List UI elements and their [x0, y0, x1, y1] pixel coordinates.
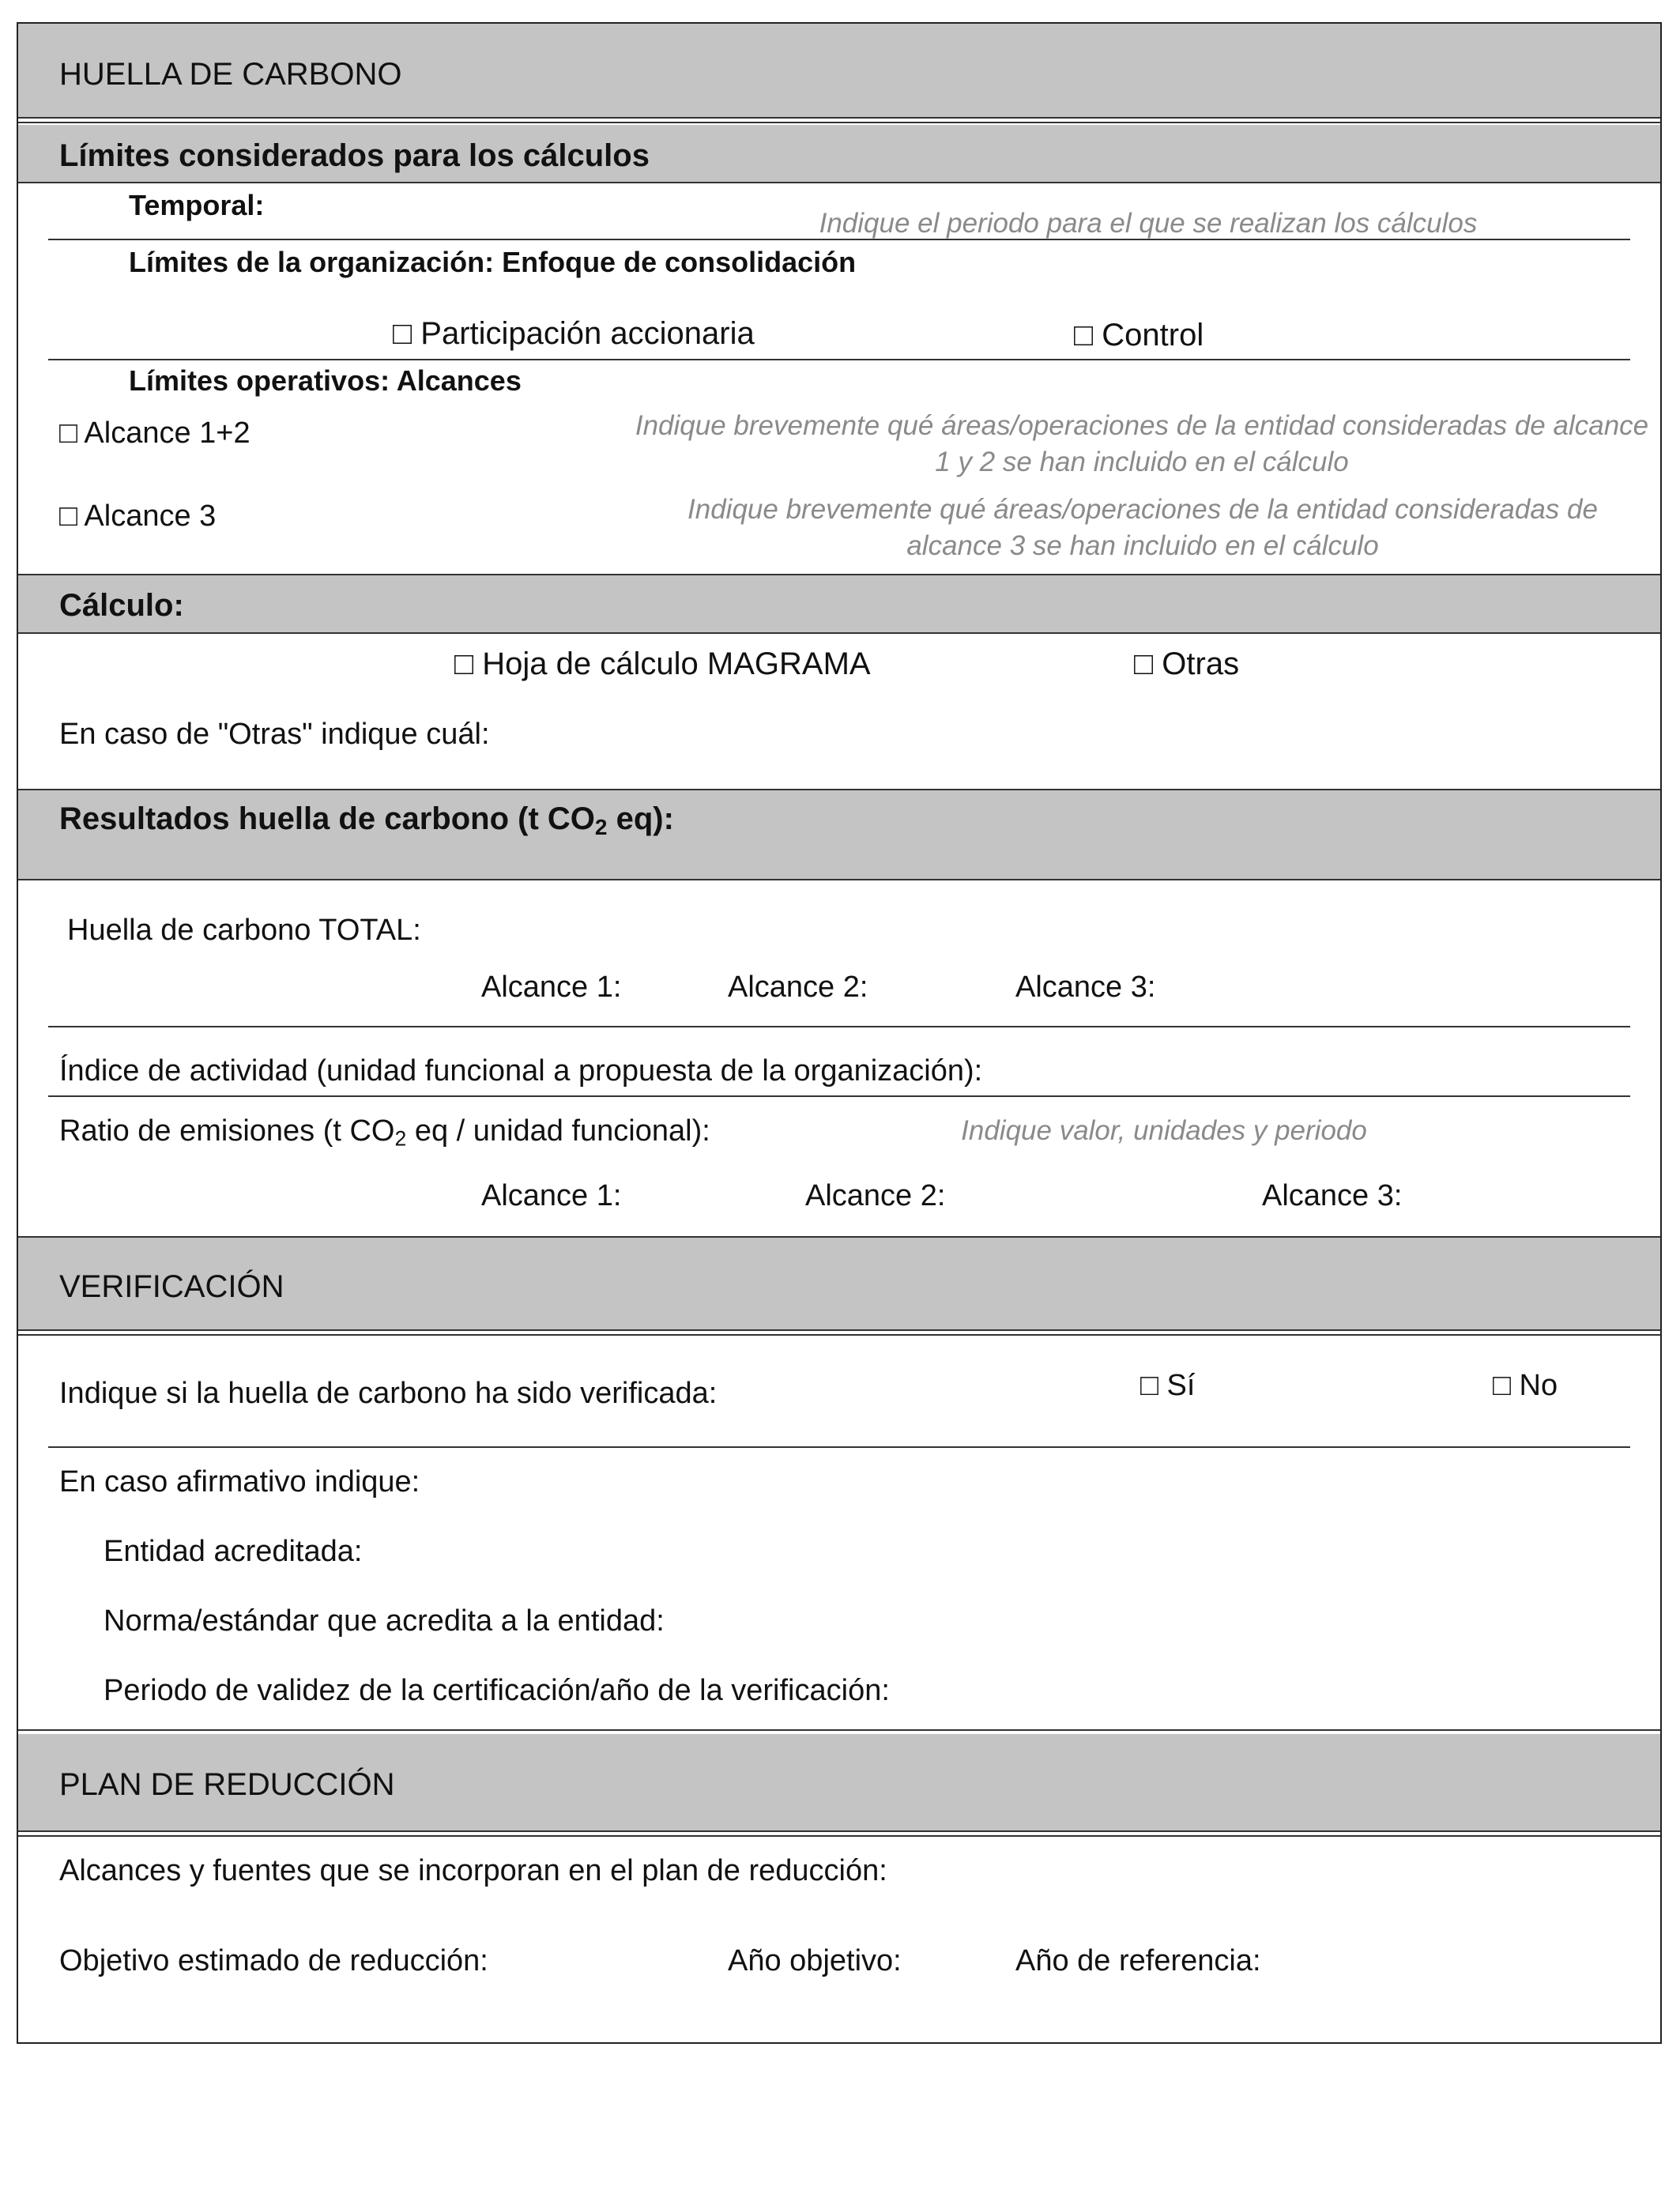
- total-label: Huella de carbono TOTAL:: [67, 914, 421, 947]
- otras-checkbox[interactable]: □ Otras: [1134, 647, 1240, 681]
- section-verificacion-header: [18, 1238, 1660, 1329]
- section-calculo-title: Cálculo:: [59, 588, 184, 623]
- ratio-alcance3-label: Alcance 3:: [1262, 1179, 1403, 1212]
- operativos-label: Límites operativos: Alcances: [129, 364, 522, 397]
- ratio-label: Ratio de emisiones (t $CO_2$ eq / unidad funcional):: [59, 1114, 710, 1151]
- norma-label: Norma/estándar que acredita a la entidad:: [104, 1604, 665, 1638]
- anio-objetivo-label: Año objetivo:: [728, 1944, 902, 1977]
- anio-referencia-label: Año de referencia:: [1015, 1944, 1261, 1977]
- si-checkbox[interactable]: □ Sí: [1140, 1369, 1196, 1402]
- total-alcance1-label: Alcance 1:: [481, 971, 622, 1004]
- verificada-question: Indique si la huella de carbono ha sido verificada:: [59, 1377, 718, 1410]
- ratio-hint[interactable]: Indique valor, unidades y periodo: [961, 1115, 1367, 1146]
- section-limites-header: [18, 125, 1660, 182]
- temporal-hint[interactable]: Indique el periodo para el que se realizan los cálculos: [819, 208, 1478, 239]
- indice-label: Índice de actividad (unidad funcional a propuesta de la organización):: [59, 1054, 983, 1088]
- temporal-label: Temporal:: [129, 189, 265, 221]
- total-alcance3-label: Alcance 3:: [1015, 971, 1156, 1004]
- entidad-label: Entidad acreditada:: [104, 1535, 363, 1568]
- afirmativo-label: En caso afirmativo indique:: [59, 1465, 420, 1498]
- divider: [18, 632, 1660, 634]
- divider: [18, 879, 1660, 880]
- organizacion-label: Límites de la organización: Enfoque de consolidación: [129, 246, 857, 278]
- divider: [48, 359, 1630, 360]
- ratio-alcance1-label: Alcance 1:: [481, 1179, 622, 1212]
- alcance12-hint[interactable]: Indique brevemente qué áreas/operaciones de la entidad consideradas de alcance 1 y 2 se han incluido en el cálculo: [635, 410, 1649, 477]
- carbon-footprint-form: [17, 22, 1662, 2044]
- total-alcance2-label: Alcance 2:: [728, 971, 868, 1004]
- alcances-fuentes-label: Alcances y fuentes que se incorporan en el plan de reducción:: [59, 1854, 887, 1887]
- alcance3-checkbox[interactable]: □ Alcance 3: [59, 499, 217, 533]
- section-calculo-header: [18, 575, 1660, 632]
- section-verificacion-title: VERIFICACIÓN: [59, 1269, 284, 1304]
- divider: [18, 182, 1660, 183]
- section-huella-title: HUELLA DE CARBONO: [59, 57, 402, 92]
- alcance3-hint[interactable]: Indique brevemente qué áreas/operaciones de la entidad consideradas de alcance 3 se han incluido en el cálculo: [687, 494, 1598, 561]
- section-huella-header: [18, 24, 1660, 117]
- objetivo-label: Objetivo estimado de reducción:: [59, 1944, 488, 1977]
- no-checkbox[interactable]: □ No: [1493, 1369, 1558, 1402]
- divider: [48, 239, 1630, 240]
- divider: [18, 117, 1660, 123]
- divider: [18, 1329, 1660, 1336]
- control-checkbox[interactable]: □ Control: [1074, 318, 1204, 352]
- section-resultados-title: Resultados huella de carbono (t $CO_2$ eq):: [59, 801, 674, 839]
- section-plan-title: PLAN DE REDUCCIÓN: [59, 1767, 395, 1802]
- ratio-alcance2-label: Alcance 2:: [805, 1179, 946, 1212]
- divider: [48, 1026, 1630, 1027]
- otras-field-label: En caso de "Otras" indique cuál:: [59, 718, 490, 751]
- magrama-checkbox[interactable]: □ Hoja de cálculo MAGRAMA: [454, 647, 871, 681]
- section-plan-header: [18, 1734, 1660, 1830]
- alcance12-checkbox[interactable]: □ Alcance 1+2: [59, 417, 250, 450]
- divider: [18, 1830, 1660, 1837]
- participacion-checkbox[interactable]: □ Participación accionaria: [393, 316, 755, 351]
- divider: [48, 1446, 1630, 1448]
- section-limites-title: Límites considerados para los cálculos: [59, 138, 650, 173]
- periodo-label: Periodo de validez de la certificación/año de la verificación:: [104, 1674, 890, 1707]
- section-resultados-header: [18, 790, 1660, 879]
- divider: [48, 1095, 1630, 1097]
